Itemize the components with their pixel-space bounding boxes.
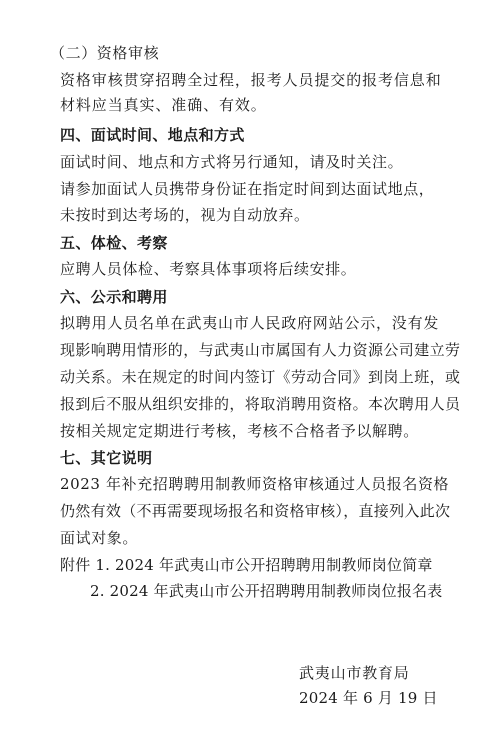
attachment-item-2: 2. 2024 年武夷山市公开招聘聘用制教师岗位报名表 xyxy=(90,582,443,600)
paragraph-line: 请参加面试人员携带身份证在指定时间到达面试地点， xyxy=(60,180,435,198)
paragraph-line: 仍然有效（不再需要现场报名和资格审核），直接列入此次 xyxy=(60,502,451,520)
attachment-item-1: 附件 1. 2024 年武夷山市公开招聘聘用制教师岗位简章 xyxy=(60,556,433,574)
paragraph-line: 资格审核贯穿招聘全过程，报考人员提交的报考信息和 xyxy=(60,71,442,89)
paragraph-line: 未按时到达考场的，视为自动放弃。 xyxy=(60,206,310,224)
signature-organization: 武夷山市教育局 xyxy=(299,664,410,682)
section-heading-interview: 四、面试时间、地点和方式 xyxy=(60,126,245,144)
paragraph-line: 拟聘用人员名单在武夷山市人民政府网站公示，没有发 xyxy=(60,314,440,332)
paragraph-line: 材料应当真实、准确、有效。 xyxy=(60,96,267,114)
paragraph-line: 报到后不服从组织安排的，将取消聘用资格。本次聘用人员 xyxy=(60,395,461,413)
paragraph-line: 面试时间、地点和方式将另行通知，请及时关注。 xyxy=(60,153,404,171)
section-heading-physical-exam: 五、体检、考察 xyxy=(60,234,168,252)
paragraph-line: 动关系。未在规定的时间内签订《劳动合同》到岗上班，或 xyxy=(60,368,461,386)
paragraph-line: 2023 年补充招聘聘用制教师资格审核通过人员报名资格 xyxy=(60,475,450,493)
paragraph-line: 按相关规定定期进行考核，考核不合格者予以解聘。 xyxy=(60,422,419,440)
paragraph-line: 应聘人员体检、考察具体事项将后续安排。 xyxy=(60,260,357,278)
paragraph-line: 面试对象。 xyxy=(60,529,139,547)
section-heading-other-notes: 七、其它说明 xyxy=(60,449,153,467)
signature-date: 2024 年 6 月 19 日 xyxy=(299,689,438,707)
paragraph-line: 现影响聘用情形的，与武夷山市属国有人力资源公司建立劳 xyxy=(60,341,461,359)
sub-heading-qualification-review: （二）资格审核 xyxy=(50,44,160,62)
section-heading-publicity-hiring: 六、公示和聘用 xyxy=(60,288,168,306)
